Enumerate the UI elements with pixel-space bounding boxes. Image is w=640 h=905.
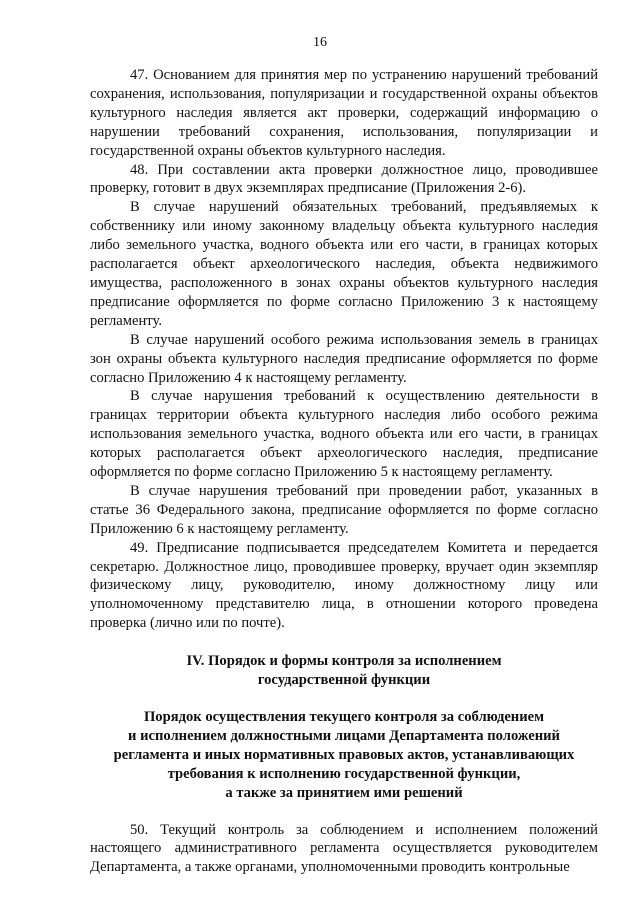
section-heading: [90, 652, 598, 690]
paragraph-violation-appendix-5: В случае нарушения требований к осуществлению деятельности в границах территории объекта культурного наследия либо особого режима использования земельного участка, водного объекта или его части, в границах которых располагается объект археологического наследия, предписание оформляется по форме согласно Приложению 5 к настоящему регламенту.: [90, 388, 598, 481]
spacer: [90, 803, 598, 821]
section-heading-line-2: государственной функции: [257, 672, 431, 689]
paragraph-47: 47. Основанием для принятия мер по устранению нарушений требований сохранения, использования, популяризации и государственной охраны объектов культурного наследия является акт проверки, содержащий информацию о нарушении требований сохранения, использования, популяризации и государственной охраны объектов культурного наследия.: [90, 67, 598, 159]
paragraph-violation-appendix-3: В случае нарушений обязательных требований, предъявляемых к собственнику или иному законному владельцу объекта культурного наследия либо земельного участка, водного объекта или его части, в границах которых располагается объект археологического наследия, объекта недвижимого имущества, расположенного в зонах охраны объектов культурного наследия предписание оформляется по форме согласно Приложению 3 к настоящему регламенту.: [90, 199, 598, 329]
paragraph-48: 48. При составлении акта проверки должностное лицо, проводившее проверку, готовит в двух экземплярах предписание (Приложения 2-6).: [90, 161, 598, 197]
sub-heading-line-4: требования к исполнению государственной функции,: [167, 765, 521, 782]
sub-heading: [90, 708, 598, 803]
sub-heading-line-1: Порядок осуществления текущего контроля за соблюдением: [143, 709, 545, 725]
paragraph-49: 49. Предписание подписывается председателем Комитета и передается секретарю. Должностное лицо, проводившее проверку, вручает один экземпляр физическому лицу, руководителю, иному должностному лицу или уполномоченному представителю лица, в отношении которого проведена проверка (лично или по почте).: [90, 539, 598, 632]
sub-heading-line-3: регламента и иных нормативных правовых актов, устанавливающих: [113, 746, 575, 763]
paragraph-50: 50. Текущий контроль за соблюдением и исполнением положений настоящего административного регламента осуществляется руководителем Департамента, а также органами, уполномоченными проводить контрольные: [90, 821, 598, 876]
paragraph-violation-appendix-6: В случае нарушения требований при проведении работ, указанных в статье 36 Федерального закона, предписание оформляется по форме согласно Приложению 6 к настоящему регламенту.: [90, 482, 598, 537]
document-body: [90, 66, 598, 877]
sub-heading-line-5: а также за принятием ими решений: [225, 784, 463, 801]
spacer: [90, 690, 598, 708]
section-heading-line-1: IV. Порядок и формы контроля за исполнением: [186, 653, 502, 670]
sub-heading-line-2: и исполнением должностными лицами Департамента положений: [128, 727, 560, 744]
paragraph-violation-appendix-4: В случае нарушений особого режима использования земель в границах зон охраны объекта культурного наследия предписание оформляется по форме согласно Приложению 4 к настоящему регламенту.: [90, 331, 598, 386]
page-number: 16: [313, 35, 327, 50]
spacer: [90, 633, 598, 652]
